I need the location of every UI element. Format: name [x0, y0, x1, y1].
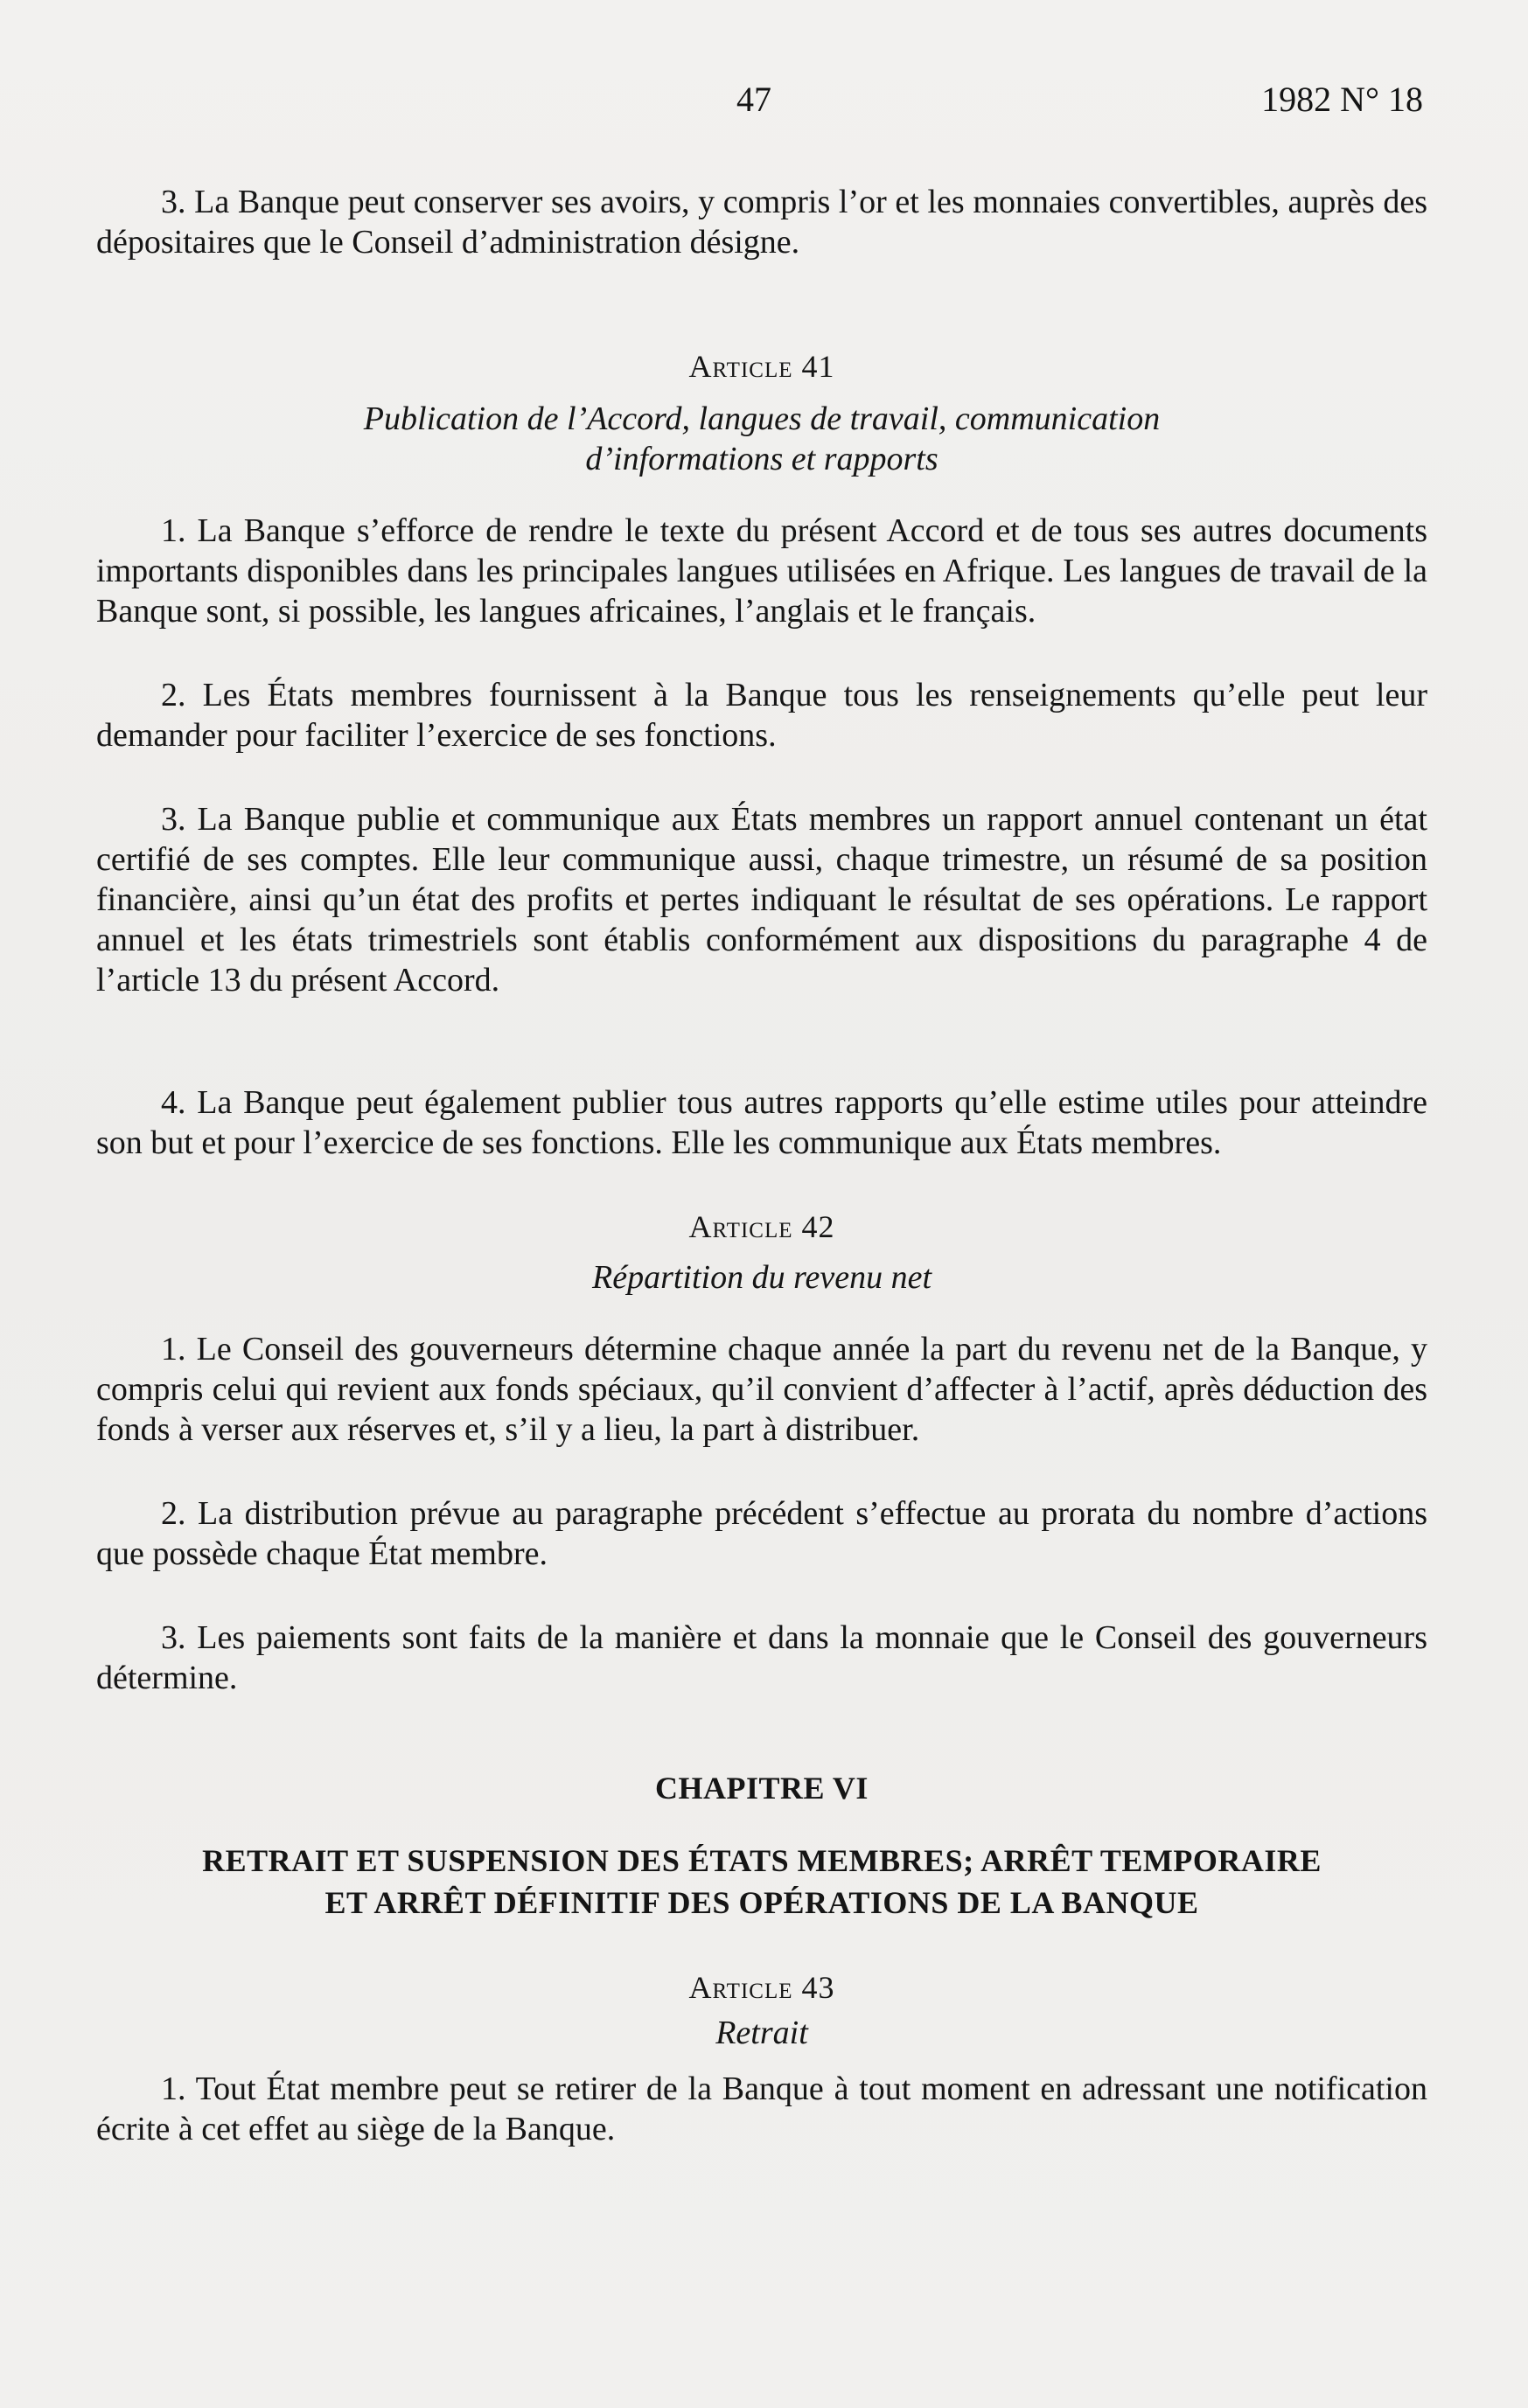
chapter-title-line-2: ET ARRÊT DÉFINITIF DES OPÉRATIONS DE LA BANQUE	[324, 1885, 1199, 1920]
article-42-title: Répartition du revenu net	[592, 1259, 931, 1296]
article-43-heading: Article 43	[688, 1970, 835, 2005]
article-41-heading: Article 41	[688, 349, 835, 384]
page-content	[96, 182, 1427, 2149]
page-header	[96, 79, 1423, 131]
paragraph-art42-3: 3. Les paiements sont faits de la manière et dans la monnaie que le Conseil des gouverneurs détermine.	[96, 1619, 1427, 1696]
paragraph-art43-1: 1. Tout État membre peut se retirer de la Banque à tout moment en adressant une notification écrite à cet effet au siège de la Banque.	[96, 2070, 1427, 2147]
paragraph-art40-3: 3. La Banque peut conserver ses avoirs, y compris l’or et les monnaies convertibles, auprès des dépositaires que le Conseil d’administration désigne.	[96, 184, 1427, 261]
article-41-title-line-1: Publication de l’Accord, langues de travail, communication	[363, 400, 1161, 437]
paragraph-art41-4: 4. La Banque peut également publier tous autres rapports qu’elle estime utiles pour atteindre son but et pour l’exercice de ses fonctions. Elle les communique aux États membres.	[96, 1084, 1427, 1161]
document-reference: 1982 N° 18	[1261, 80, 1423, 119]
chapter-title-line-1: RETRAIT ET SUSPENSION DES ÉTATS MEMBRES; ARRÊT TEMPORAIRE	[202, 1843, 1322, 1878]
article-41-title-line-2: d’informations et rapports	[585, 441, 938, 477]
paragraph-art41-3: 3. La Banque publie et communique aux États membres un rapport annuel contenant un état certifié de ses comptes. Elle leur communique aussi, chaque trimestre, un résumé de sa position financière, ainsi qu’un état des profits et pertes indiquant le résultat de ses opérations. Le rapport annuel et les états trimestriels sont établis conformément aux dispositions du paragraphe 4 de l’article 13 du présent Accord.	[96, 801, 1427, 999]
page-number: 47	[736, 80, 771, 119]
chapter-heading: CHAPITRE VI	[655, 1771, 869, 1806]
paragraph-art42-1: 1. Le Conseil des gouverneurs détermine chaque année la part du revenu net de la Banque, y compris celui qui revient aux fonds spéciaux, qu’il convient d’affecter à l’actif, après déduction des fonds à verser aux réserves et, s’il y a lieu, la part à distribuer.	[96, 1331, 1427, 1448]
article-42-heading: Article 42	[688, 1209, 835, 1244]
article-43-title: Retrait	[715, 2015, 808, 2051]
paragraph-art42-2: 2. La distribution prévue au paragraphe précédent s’effectue au prorata du nombre d’actions que possède chaque État membre.	[96, 1495, 1427, 1572]
paragraph-art41-1: 1. La Banque s’efforce de rendre le texte du présent Accord et de tous ses autres documents importants disponibles dans les principales langues utilisées en Afrique. Les langues de travail de la Banque sont, si possible, les langues africaines, l’anglais et le français.	[96, 512, 1427, 630]
paragraph-art41-2: 2. Les États membres fournissent à la Banque tous les renseignements qu’elle peut leur demander pour faciliter l’exercice de ses fonctions.	[96, 677, 1427, 754]
